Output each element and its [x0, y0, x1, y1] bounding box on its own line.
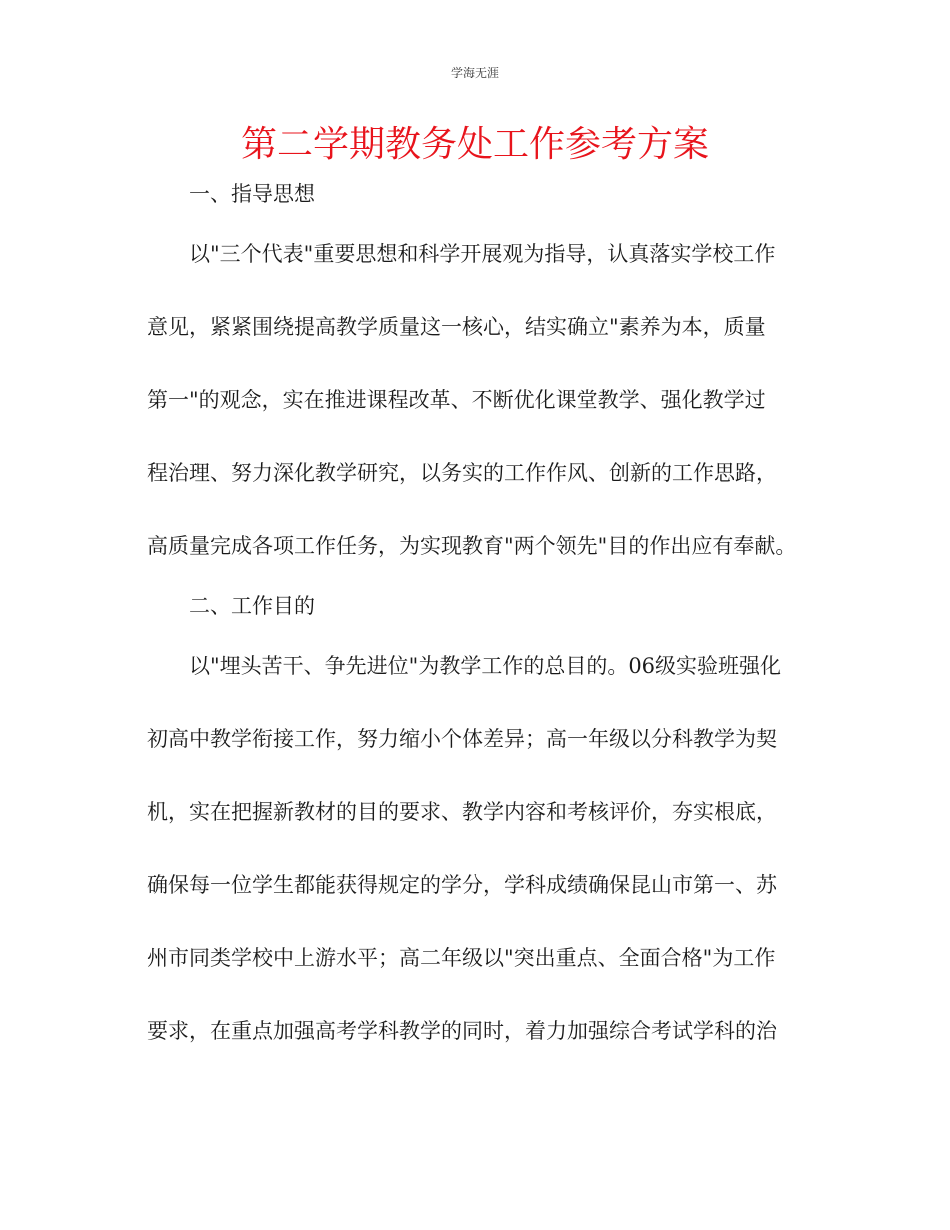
paragraph-line: 初高中教学衔接工作，努力缩小个体差异；高一年级以分科教学为契: [147, 727, 777, 751]
paragraph-line: 州市同类学校中上游水平；高二年级以"突出重点、全面合格"为工作: [147, 946, 776, 970]
section-heading-work-goals: 二、工作目的: [189, 594, 315, 618]
paragraph-line: 第一"的观念，实在推进课程改革、不断优化课堂教学、强化教学过: [147, 388, 766, 412]
paragraph-line: 意见，紧紧围绕提高教学质量这一核心，结实确立"素养为本，质量: [147, 315, 766, 339]
page-header: 学海无涯: [450, 66, 499, 80]
section-heading-guiding-ideology: 一、指导思想: [189, 182, 315, 206]
paragraph-line: 确保每一位学生都能获得规定的学分，学科成绩确保昆山市第一、苏: [147, 873, 777, 897]
document-title: 第二学期教务处工作参考方案: [240, 124, 709, 165]
paragraph-line: 以"埋头苦干、争先进位"为教学工作的总目的。06级实验班强化: [189, 654, 782, 678]
paragraph-line: 程治理、努力深化教学研究，以务实的工作作风、创新的工作思路，: [147, 461, 777, 485]
paragraph-line: 要求，在重点加强高考学科教学的同时，着力加强综合考试学科的治: [147, 1019, 777, 1043]
paragraph-line: 机，实在把握新教材的目的要求、教学内容和考核评价，夯实根底，: [147, 800, 777, 824]
paragraph-line: 高质量完成各项工作任务，为实现教育"两个领先"目的作出应有奉献。: [147, 534, 797, 558]
paragraph-line: 以"三个代表"重要思想和科学开展观为指导，认真落实学校工作: [189, 242, 776, 266]
